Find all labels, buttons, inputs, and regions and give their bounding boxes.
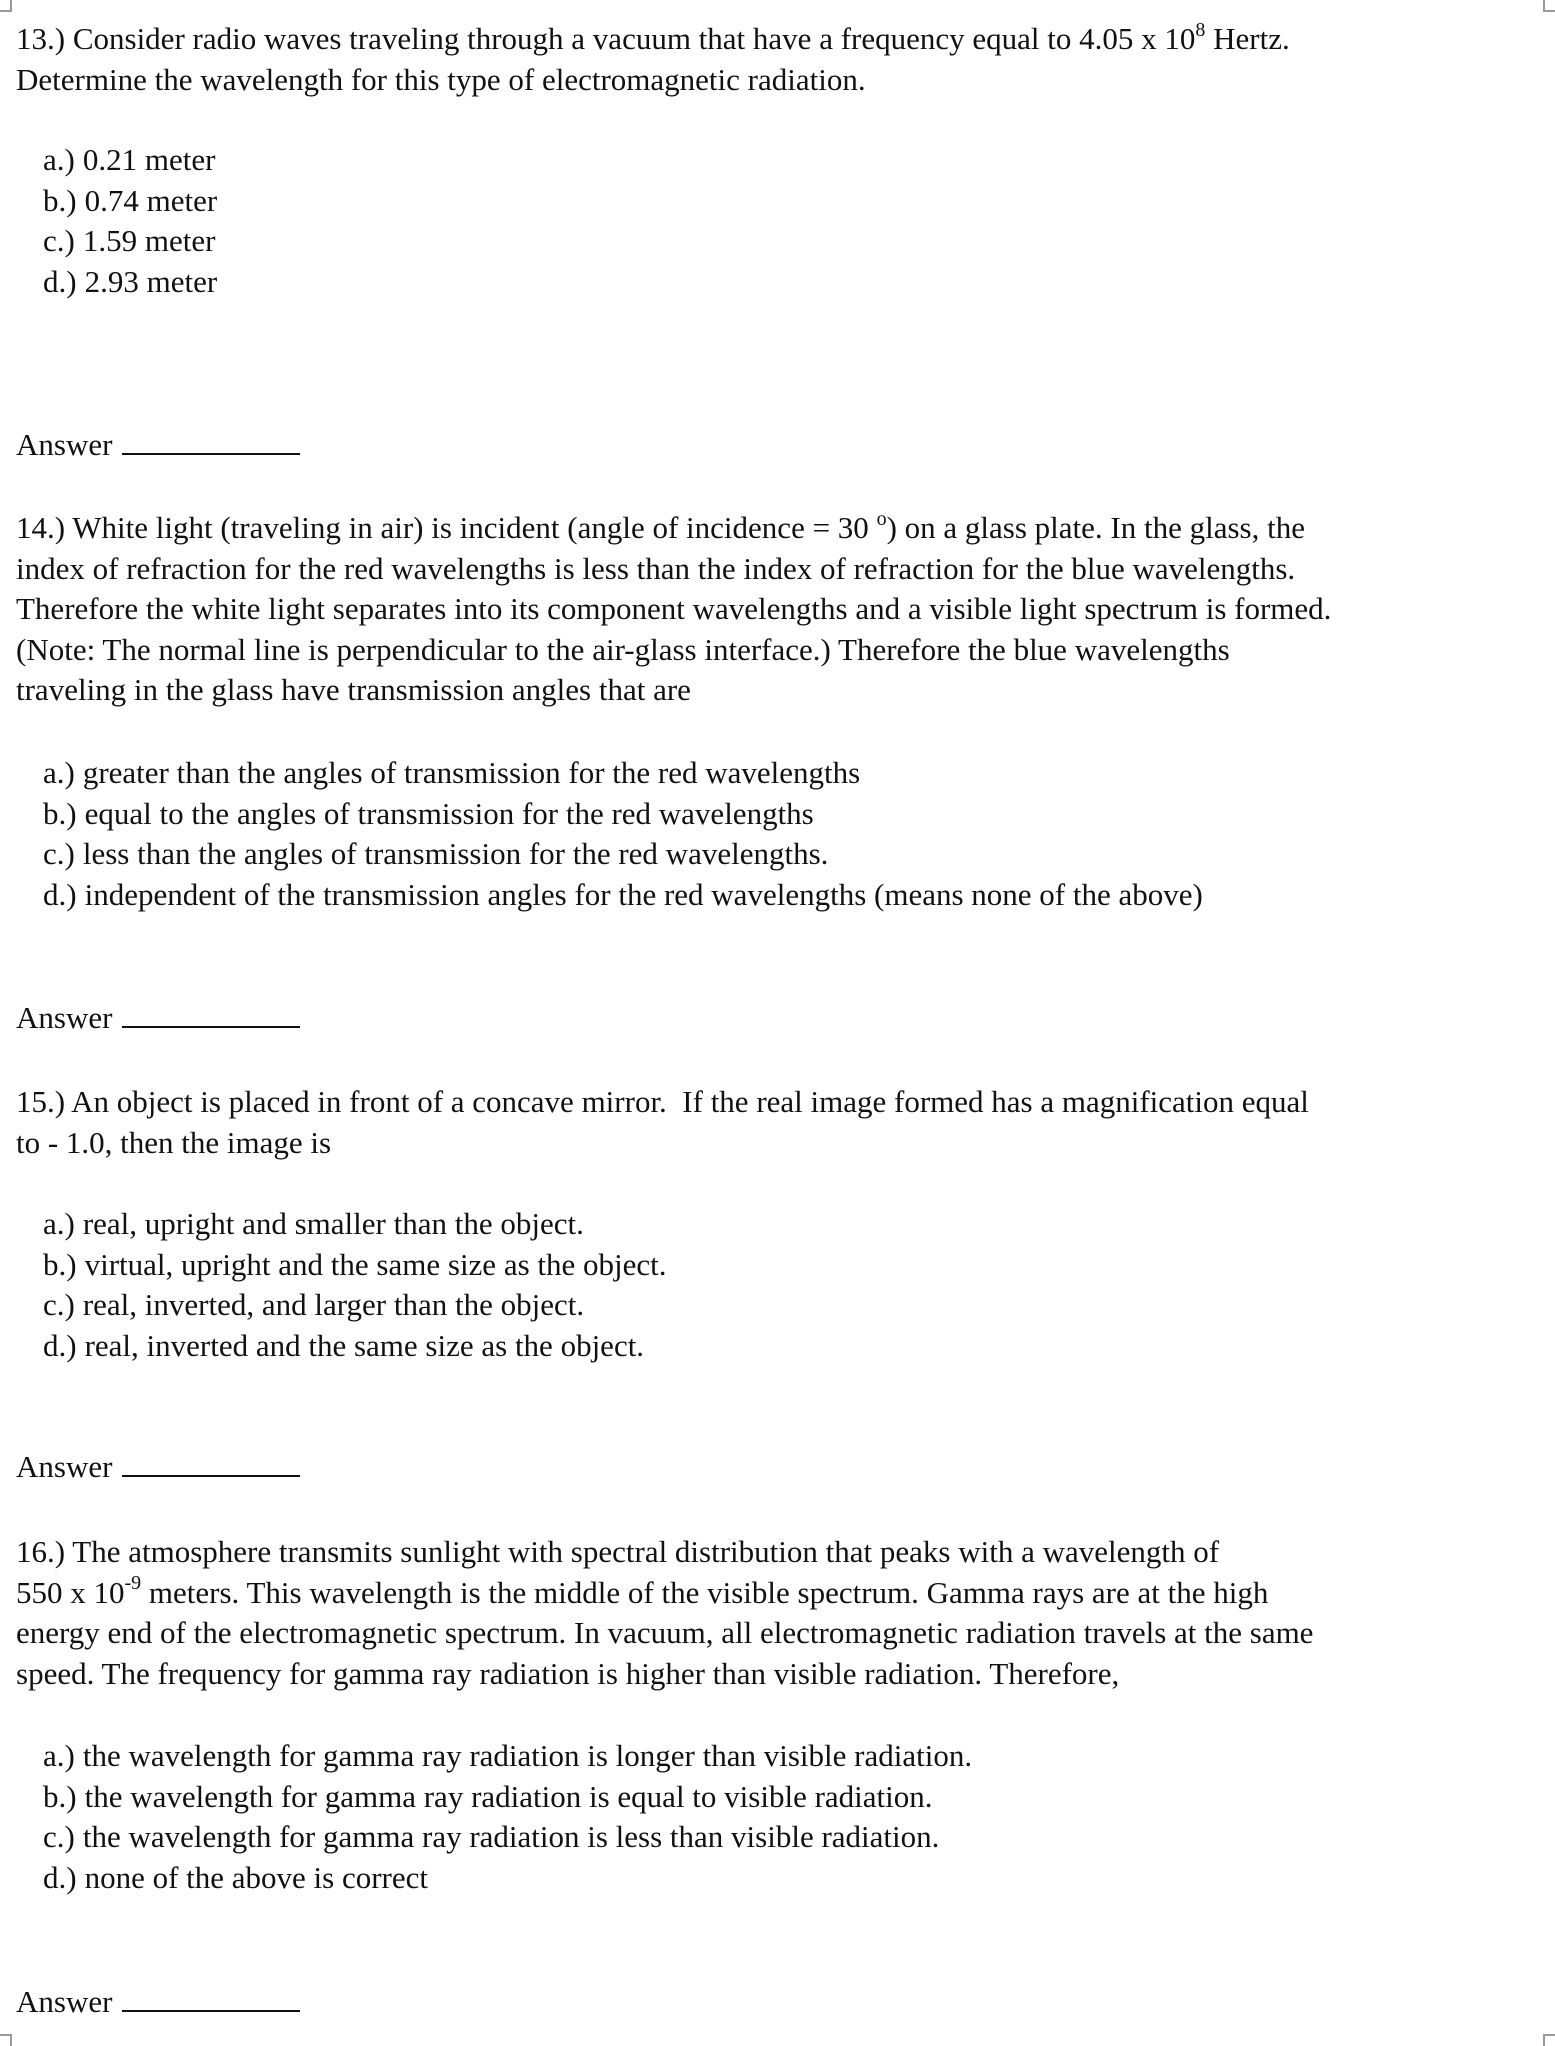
answer-label: Answer <box>16 1984 113 2019</box>
question-stem <box>16 508 1541 711</box>
page-corner-mark-bottom-left <box>0 2034 12 2046</box>
stem-line: speed. The frequency for gamma ray radiation is higher than visible radiation. Therefore, <box>16 1655 1120 1691</box>
option-d[interactable]: d.) 2.93 meter <box>43 263 218 299</box>
option-b[interactable]: b.) equal to the angles of transmission for the red wavelengths <box>43 795 814 831</box>
options-list-16 <box>16 1736 1555 1898</box>
question-15 <box>16 1082 1541 1163</box>
page-corner-mark-top-left <box>0 0 12 12</box>
options-list-14 <box>16 753 1555 915</box>
option-d[interactable]: d.) independent of the transmission angles for the red wavelengths (means none of the above) <box>43 876 1203 912</box>
answer-blank[interactable] <box>122 1451 300 1477</box>
stem-line: (Note: The normal line is perpendicular to the air-glass interface.) Therefore the blue wavelengths <box>16 631 1230 667</box>
stem-line: 14.) White light (traveling in air) is incident (angle of incidence = 30 $^o$) on a glass plate. In the glass, the <box>16 507 1305 545</box>
stem-line: energy end of the electromagnetic spectrum. In vacuum, all electromagnetic radiation travels at the same <box>16 1615 1314 1650</box>
stem-line: Therefore the white light separates into its component wavelengths and a visible light spectrum is formed. <box>16 591 1332 626</box>
stem-line: to - 1.0, then the image is <box>16 1124 332 1160</box>
stem-line: index of refraction for the red wavelengths is less than the index of refraction for the blue wavelengths. <box>16 550 1296 586</box>
option-a[interactable]: a.) the wavelength for gamma ray radiation is longer than visible radiation. <box>43 1738 973 1773</box>
option-c[interactable]: c.) real, inverted, and larger than the object. <box>43 1287 585 1322</box>
options-list-15 <box>16 1204 1555 1366</box>
option-c[interactable]: c.) 1.59 meter <box>43 223 216 258</box>
options-list-13 <box>16 140 1555 302</box>
question-stem <box>16 19 1541 100</box>
answer-label: Answer <box>16 1449 113 1484</box>
option-b[interactable]: b.) 0.74 meter <box>43 182 218 218</box>
question-14 <box>16 508 1541 711</box>
answer-label: Answer <box>16 1000 113 1035</box>
answer-16 <box>16 1982 300 2023</box>
answer-label: Answer <box>16 427 113 462</box>
answer-blank[interactable] <box>122 1002 300 1028</box>
stem-line: Determine the wavelength for this type of electromagnetic radiation. <box>16 61 866 97</box>
question-stem <box>16 1532 1541 1694</box>
option-a[interactable]: a.) 0.21 meter <box>43 142 216 177</box>
option-b[interactable]: b.) virtual, upright and the same size as the object. <box>43 1246 667 1282</box>
option-d[interactable]: d.) real, inverted and the same size as the object. <box>43 1327 645 1363</box>
stem-line: traveling in the glass have transmission angles that are <box>16 672 691 707</box>
answer-14 <box>16 998 300 1039</box>
answer-blank[interactable] <box>122 429 300 455</box>
answer-13 <box>16 425 300 466</box>
question-stem <box>16 1082 1541 1163</box>
option-b[interactable]: b.) the wavelength for gamma ray radiation is equal to visible radiation. <box>43 1778 933 1814</box>
page-corner-mark-top-right <box>1543 0 1555 12</box>
question-16 <box>16 1532 1541 1694</box>
stem-line: 550 x $10^{-9}$ meters. This wavelength is the middle of the visible spectrum. Gamma rays are at the high <box>16 1572 1269 1610</box>
stem-line: 15.) An object is placed in front of a concave mirror. If the real image formed has a magnification equal <box>16 1084 1309 1119</box>
stem-line: 16.) The atmosphere transmits sunlight with spectral distribution that peaks with a wavelength of <box>16 1534 1220 1569</box>
option-a[interactable]: a.) real, upright and smaller than the object. <box>43 1206 584 1241</box>
option-d[interactable]: d.) none of the above is correct <box>43 1859 429 1895</box>
answer-blank[interactable] <box>122 1986 300 2012</box>
page-corner-mark-bottom-right <box>1543 2034 1555 2046</box>
stem-line: 13.) Consider radio waves traveling through a vacuum that have a frequency equal to 4.05 x $10^8$ Hertz. <box>16 18 1290 56</box>
question-13 <box>16 19 1541 100</box>
option-a[interactable]: a.) greater than the angles of transmission for the red wavelengths <box>43 755 861 790</box>
option-c[interactable]: c.) the wavelength for gamma ray radiation is less than visible radiation. <box>43 1819 940 1854</box>
answer-15 <box>16 1447 300 1488</box>
option-c[interactable]: c.) less than the angles of transmission for the red wavelengths. <box>43 836 829 871</box>
